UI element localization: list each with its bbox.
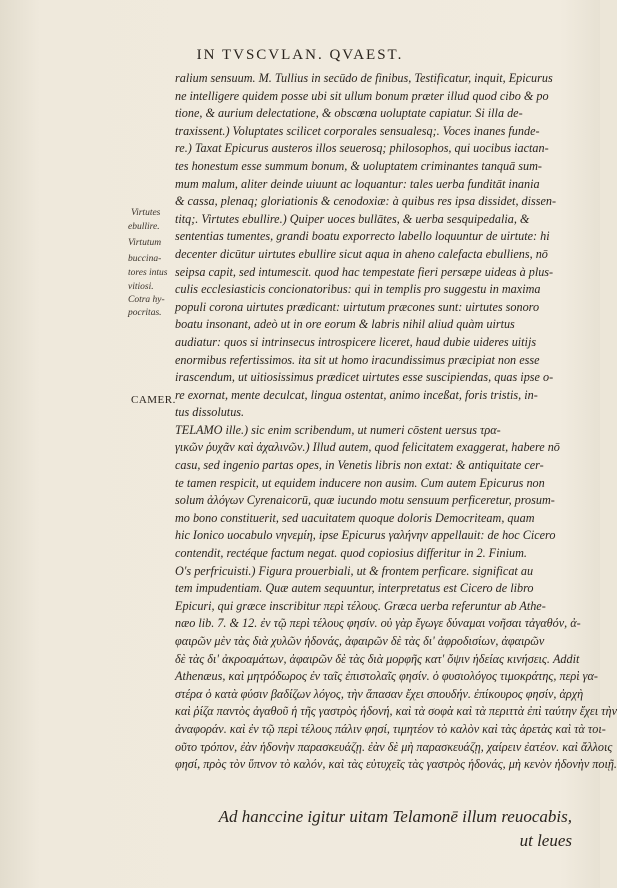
margin-note-contra-hy: Cotra hy-: [128, 295, 165, 305]
closing-text: [175, 805, 572, 853]
text-line: enormibus refertissimos. ita sit ut homo iracundissimus præcipiat non esse: [175, 352, 540, 367]
text-line: γικῶν ῥυχᾶν καὶ ἀχαλινῶν.) Illud autem, quod felicitatem exaggerat, habere nō: [175, 440, 560, 455]
text-line: solum ἀλόγων Cyrenaicorū, quæ iucundo motu sensuum perficeretur, prosum-: [175, 493, 555, 508]
text-line: οῦτο τρόπον, ἐὰν ἡδονὴν παρασκευάζῃ. ἐὰν δὲ μὴ παρασκευάζῃ, χαίρειν ἐατέον. καὶ ἄλλοις: [175, 739, 613, 754]
text-line: O's perfricuisti.) Figura prouerbiali, ut & frontem perficare. significat au: [175, 563, 534, 578]
text-line: re.) Taxat Epicurus austeros illos seuerosq; philosophos, qui uocibus iactan-: [175, 141, 549, 156]
text-line: ἀναφοράν. καὶ ἐν τῷ περὶ τέλους πάλιν φησί, τιμητέον τὸ καλὸν καὶ τὰς ἀρετὰς καὶ τὰ τοι-: [175, 721, 606, 736]
text-line: contendit, rectéque factum negat. quod copiosius differitur in 2. Finium.: [175, 546, 527, 561]
text-line: φαιρῶν μὲν τὰς διὰ χυλῶν ἡδονάς, ἀφαιρῶν δὲ τὰς δι' ἀφροδισίων, ἀφαιρῶν: [175, 634, 545, 648]
text-line: seipsa capit, sed intumescit. quod hac tempestate fieri persæpe uideas à plus-: [175, 264, 554, 279]
text-line: traxissent.) Voluptates scilicet corporales sensualesq;. Voces inanes funde-: [175, 123, 540, 138]
text-line: mo bono constituerit, sed uacuitatem quoque doloris Democriteam, quam: [175, 510, 535, 525]
text-line: & cassa, plenaq; gloriationis & cenodoxiæ: à quibus res ipsa dissidet, dissen-: [175, 194, 557, 209]
text-line: καὶ ῥίζα παντὸς ἀγαθοῦ ἡ τῆς γαστρὸς ἡδονή, καὶ τὰ σοφὰ καὶ τὰ περιττὰ ἐπὶ ταύτην ἔχει τὴν: [175, 704, 617, 719]
text-line: culis ecclesiasticis concionatoribus: qui in templis pro suggestu in maxima: [175, 282, 541, 297]
text-line: Epicuri, qui græce inscribitur περὶ τέλους. Græca uerba referuntur ab Athe-: [175, 598, 546, 613]
text-line: te tamen respicit, ut equidem inducere non ausim. Cum autem Epicurus non: [175, 475, 545, 490]
text-line: audiatur: quos si intrinsecus introspicere liceret, haud dubie uideres uitijs: [175, 334, 537, 349]
text-line: hic Ionico uocabulo νηνεμίη, ipse Epicurus γαλήνην appellauit: de hoc Cicero: [175, 528, 556, 543]
text-line: irascendum, ut uitiosissimus prædicet uirtutes esse suscipiendas, quas ipse o-: [175, 370, 554, 385]
margin-note-ebullire: ebullire.: [128, 222, 160, 232]
text-line: decenter dicūtur uirtutes ebullire sicut aqua in aheno calefacta ebulliens, nō: [175, 246, 548, 261]
text-line: populi corona uirtutes prædicant: uirtutum præcones sunt: uirtutes sonoro: [175, 299, 540, 314]
text-line: titq;. Virtutes ebullire.) Quiper uoces bullātes, & uerba sesquipedalia, &: [175, 211, 530, 226]
text-line: ne intelligere quidem posse ubi sit ullum bonum præter illud quod cibo & po: [175, 88, 549, 103]
margin-note-virtutes: Virtutes: [131, 208, 161, 218]
text-line: tes honestum esse summum bonum, & uoluptatem criminantes tanquā sum-: [175, 158, 542, 173]
margin-note-vitiosi: vitiosi.: [128, 282, 154, 292]
text-line: næo lib. 7. & 12. ἐν τῷ περὶ τέλους φησίν. οὐ γὰρ ἔγωγε δύναμαι νοῆσαι τἀγαθόν, ἀ-: [175, 616, 581, 631]
text-line: boatu insonant, adeò ut in ore eorum & labris nihil aliud quàm uirtus: [175, 317, 515, 332]
margin-note-buccina: buccina-: [128, 254, 162, 264]
text-line: mum malum, aliter deinde uiuunt ac loquantur: tales uerba funditāt inania: [175, 176, 540, 191]
margin-note-tores-intus: tores intus: [128, 268, 168, 278]
closing-line: ut leues: [519, 831, 572, 850]
running-header: IN TVSCVLAN. QVAEST.: [196, 47, 404, 63]
text-line: re exornat, mente deculcat, lingua ostentat, animo inceßat, foris tristis, in-: [175, 387, 538, 402]
closing-line: Ad hanccine igitur uitam Telamonē illum reuocabis,: [218, 807, 572, 826]
text-line: tem impudentiam. Quæ autem sequuntur, interpretatus est Cicero de libro: [175, 581, 534, 596]
text-line: Athenæus, καὶ μητρόδωρος ἐν ταῖς ἐπιστολαῖς φησίν. ὁ φυσιολόγος τιμοκράτης, περὶ γα-: [175, 669, 598, 684]
margin-note-virtutum: Virtutum: [128, 238, 162, 248]
text-line: sententias tumentes, grandi boatu exporrecto labello loquuntur de uirtute: hi: [175, 229, 550, 244]
text-line: TELAMO ille.) sic enim scribendum, ut numeri cōstent uersus τρα-: [175, 422, 501, 437]
text-line: δὲ τὰς δι' ἀκροαμάτων, ἀφαιρῶν δὲ τὰς διὰ μορφῆς κατ' ὄψιν ἡδείας κινήσεις. Addit: [175, 651, 580, 666]
main-text: [175, 70, 617, 774]
text-line: tione, & aurium delectatione, & obscœna uoluptate capiatur. Si illa de-: [175, 106, 523, 121]
speaker-label: CAMER.: [131, 394, 176, 406]
text-line: tus dissolutus.: [175, 405, 245, 420]
margin-note-pocritas: pocritas.: [128, 308, 162, 318]
text-line: ralium sensuum. M. Tullius in secūdo de finibus, Testificatur, inquit, Epicurus: [175, 71, 553, 85]
text-line: casu, sed ingenio partas opes, in Venetis libris non extat: & antiquitate cer-: [175, 458, 544, 473]
text-line: στέρα ὁ κατὰ φύσιν βαδίζων λόγος, τὴν ἅπασαν ἔχει σπουδήν. ἐπίκουρος φησίν, ἀρχὴ: [175, 686, 584, 701]
text-line: φησί, πρὸς τὸν ὕπνον τὸ καλόν, καὶ τὰς εὐτυχεῖς τὰς γαστρὸς ἡδονάς, μὴ κενὸν ἡδονὴν ποιῇ.: [175, 757, 617, 772]
